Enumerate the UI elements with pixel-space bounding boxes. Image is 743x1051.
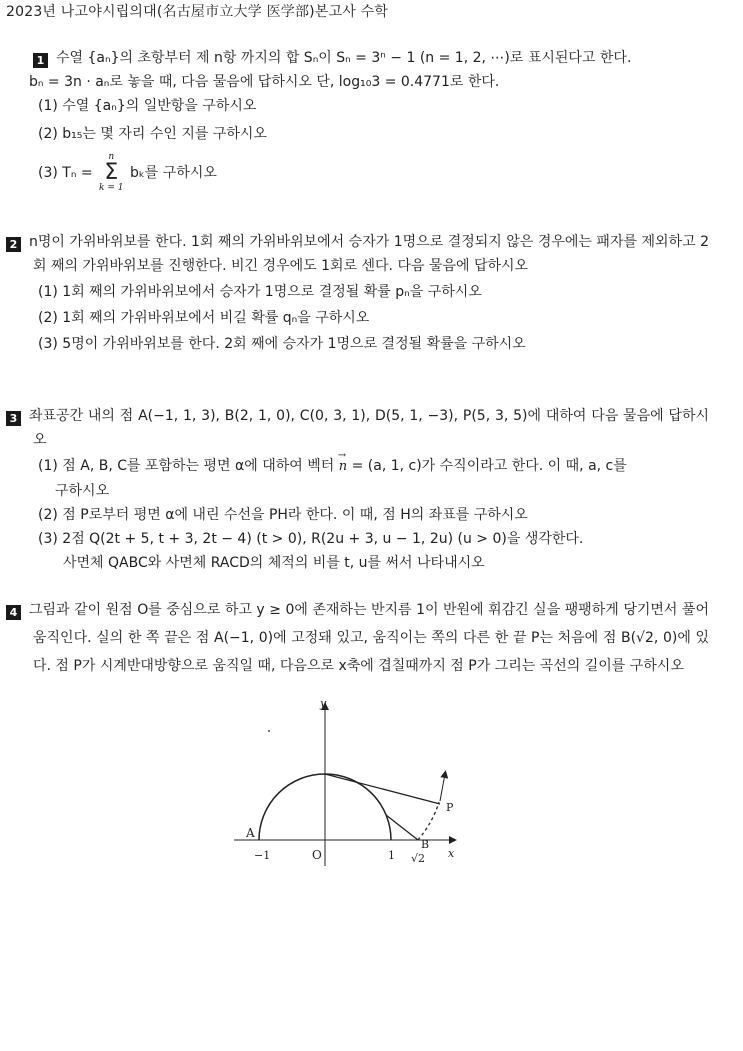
- q3-part-2: (2) 점 P로부터 평면 α에 내린 수선을 PH라 한다. 이 때, 점 H의 좌표를 구하시오: [38, 507, 528, 523]
- q1-part-3-suffix: bₖ를 구하시오: [129, 165, 217, 181]
- q3-part-1-text-b: = (a, 1, c)가 수직이라고 한다. 이 때, a, c를: [351, 458, 627, 474]
- sum-lower-limit: k = 1: [99, 183, 124, 193]
- string-segment-to-p: [325, 774, 440, 804]
- sum-upper-limit: n: [108, 152, 115, 162]
- q2-intro-text: n명이 가위바위보를 한다. 1회 째의 가위바위보에서 승자가 1명으로 결정되지 않은 경우에는 패자를 제외하고 2회 째의 가위바위보를 진행한다. 비긴 경우에도 1회로 센다. 다음 물음에 답하시오: [29, 234, 709, 274]
- q4-intro-text: 그림과 같이 원점 O를 중심으로 하고 y ≥ 0에 존재하는 반지름 1이 반원에 휘감긴 실을 팽팽하게 당기면서 풀어 움직인다. 실의 한 쪽 끝은 점 A(−1, 0)에 고정돼 있고, 움직이는 쪽의 다른 한 끝 P는 처음에 점 B(√2, 0)에 있다. 점 P가 시계반대방향으로 움직일 때, 다음으로 x축에 겹칠때까지 점 P가 그리는 곡선의 길이를 구하시오: [29, 602, 709, 674]
- label-x: x: [448, 847, 455, 860]
- q2-part-1: (1) 1회 째의 가위바위보에서 승자가 1명으로 결정될 확률 pₙ을 구하시오: [38, 284, 482, 300]
- q1-part-3-prefix: (3) Tₙ =: [38, 165, 93, 181]
- q3-part-1: [33, 454, 709, 479]
- label-b: B: [421, 838, 430, 851]
- motion-arrow: [440, 774, 445, 801]
- tick-1: 1: [388, 849, 395, 862]
- q3-part-1-continued: 구하시오: [55, 483, 110, 499]
- q2-number-badge: 2: [6, 237, 21, 252]
- q1-intro-line-2: bₙ = 3n · aₙ로 놓을 때, 다음 물음에 답하시오 단, log₁₀3 = 0.4771로 한다.: [29, 74, 500, 90]
- label-o: O: [312, 848, 322, 862]
- tick-sqrt2: √2: [411, 852, 426, 865]
- q1-part-1: (1) 수열 {aₙ}의 일반항을 구하시오: [38, 98, 257, 114]
- q1-part-3: [33, 152, 709, 194]
- summation: [99, 152, 123, 194]
- label-a: A: [246, 826, 255, 840]
- document-header: 2023년 나고야시립의대(名古屋市立大学 医学部)본고사 수학: [6, 4, 389, 20]
- question-3: [9, 404, 709, 575]
- q3-part-3: (3) 2점 Q(2t + 5, t + 3, 2t − 4) (t > 0), R(2u + 3, u − 1, 2u) (u > 0)을 생각한다.: [38, 531, 584, 547]
- q3-part-1-text-a: (1) 점 A, B, C를 포함하는 평면 α에 대하여 벡터: [38, 458, 335, 474]
- q2-intro: [6, 230, 709, 278]
- q4-intro: [6, 596, 709, 680]
- question-1: [29, 46, 709, 194]
- semicircle-figure: [228, 698, 468, 868]
- stray-dot: [268, 730, 270, 732]
- q3-part-3-continued: 사면체 QABC와 사면체 RACD의 체적의 비를 t, u를 써서 나타내시오: [63, 555, 485, 571]
- q1-number-badge: 1: [33, 53, 48, 68]
- q1-intro-line-1: [33, 46, 709, 70]
- q3-intro: [6, 404, 709, 452]
- tick-minus-1: −1: [254, 849, 271, 862]
- question-4: [9, 596, 709, 680]
- q2-part-2: (2) 1회 째의 가위바위보에서 비길 확률 qₙ을 구하시오: [38, 310, 370, 326]
- q3-intro-text: 좌표공간 내의 점 A(−1, 1, 3), B(2, 1, 0), C(0, 3, 1), D(5, 1, −3), P(5, 3, 5)에 대하여 다음 물음에 답하시오: [29, 408, 709, 448]
- q1-intro-text-1: 수열 {aₙ}의 초항부터 제 n항 까지의 합 Sₙ이 Sₙ = 3ⁿ − 1 (n = 1, 2, ⋯)로 표시된다고 한다.: [56, 50, 632, 66]
- normal-vector-n: → n: [339, 455, 347, 479]
- sigma-symbol: Σ: [104, 160, 119, 185]
- q3-number-badge: 3: [6, 411, 21, 426]
- label-y: y: [320, 698, 327, 710]
- figure-svg: [228, 698, 468, 868]
- q1-part-2: (2) b₁₅는 몇 자리 수인 지를 구하시오: [38, 126, 267, 142]
- q2-part-3: (3) 5명이 가위바위보를 한다. 2회 째에 승자가 1명으로 결정될 확률을 구하시오: [38, 336, 526, 352]
- label-p: P: [446, 801, 454, 814]
- involute-path-dashed: [418, 802, 439, 840]
- question-2: [9, 230, 709, 356]
- q4-number-badge: 4: [6, 605, 21, 620]
